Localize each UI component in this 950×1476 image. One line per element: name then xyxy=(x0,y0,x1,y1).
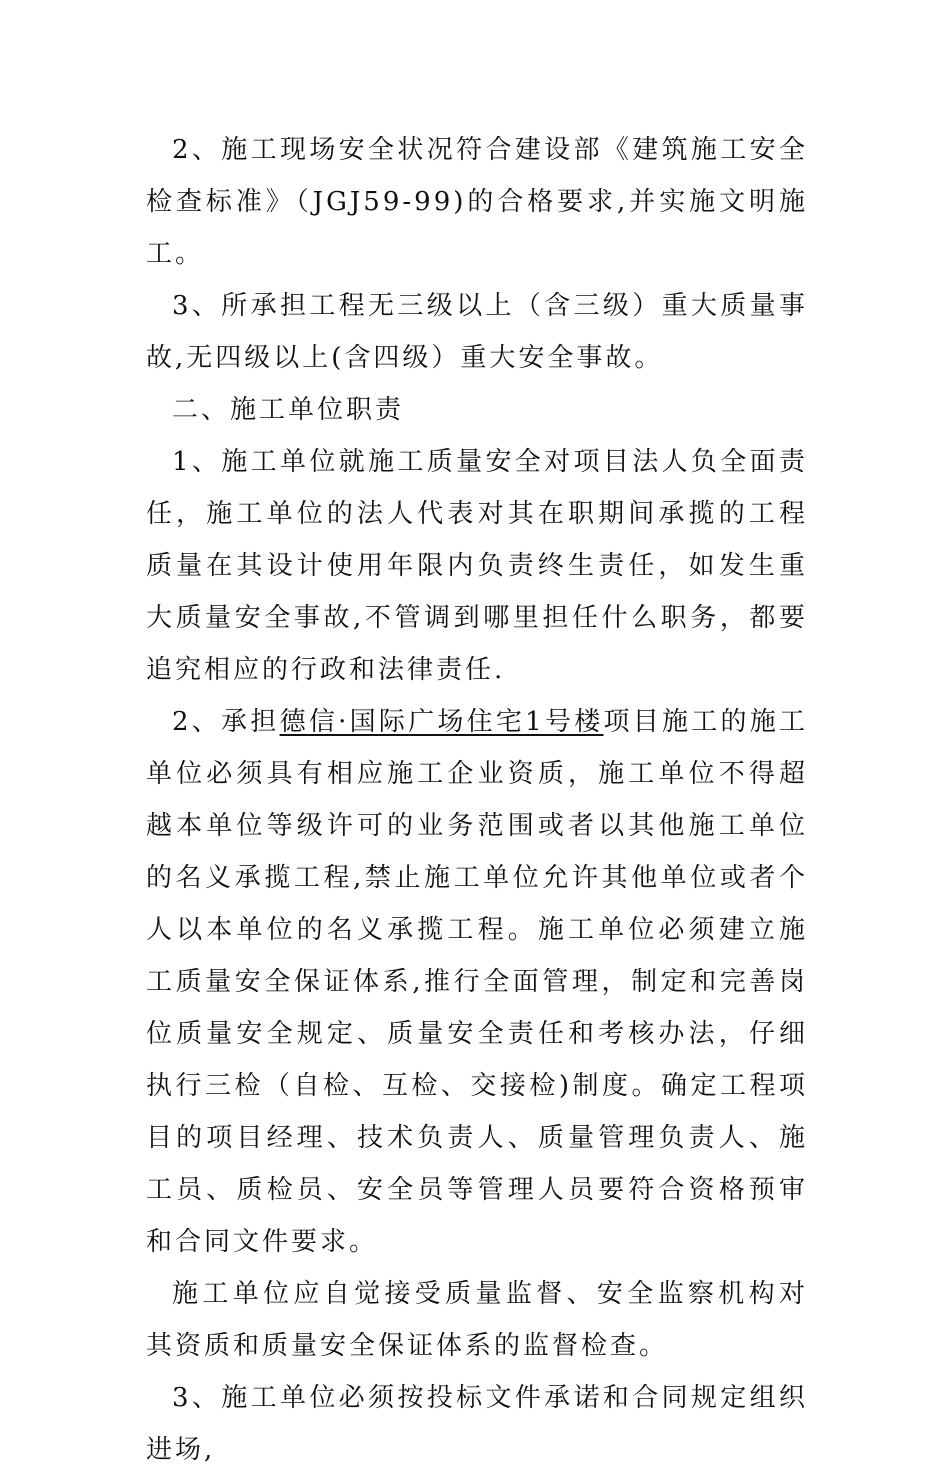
paragraph-item-3-no-accidents: 3、所承担工程无三级以上（含三级）重大质量事故,无四级以上(含四级）重大安全事故。 xyxy=(146,291,808,373)
paragraph-duty-3-entry: 3、施工单位必须按投标文件承诺和合同规定组织进场, xyxy=(146,1383,808,1465)
project-name: 德信·国际广场住宅1号楼 xyxy=(279,707,604,737)
paragraph-duty-2-prefix: 2、承担 xyxy=(172,707,280,737)
paragraph-supervision: 施工单位应自觉接受质量监督、安全监察机构对其资质和质量安全保证体系的监督检查。 xyxy=(146,1279,808,1361)
paragraph-duty-1-responsibility: 1、施工单位就施工质量安全对项目法人负全面责任，施工单位的法人代表对其在职期间承揽的工程质量在其设计使用年限内负责终生责任，如发生重大质量安全事故,不管调到哪里担任什么职务，都要追究相应的行政和法律责任. xyxy=(146,447,808,685)
section-heading-contractor-duties: 二、施工单位职责 xyxy=(172,395,405,425)
paragraph-duty-2-qualification xyxy=(146,696,808,1268)
paragraph-item-2-safety-standard: 2、施工现场安全状况符合建设部《建筑施工安全检查标准》（JGJ59-99)的合格要求,并实施文明施工。 xyxy=(146,135,808,269)
document-body xyxy=(146,124,808,1476)
paragraph-duty-2-suffix: 项目施工的施工单位必须具有相应施工企业资质，施工单位不得超越本单位等级许可的业务范围或者以其他施工单位的名义承揽工程,禁止施工单位允许其他单位或者个人以本单位的名义承揽工程。施工单位必须建立施工质量安全保证体系,推行全面管理，制定和完善岗位质量安全规定、质量安全责任和考核办法，仔细执行三检（自检、互检、交接检)制度。确定工程项目的项目经理、技术负责人、质量管理负责人、施工员、质检员、安全员等管理人员要符合资格预审和合同文件要求。 xyxy=(146,707,809,1257)
